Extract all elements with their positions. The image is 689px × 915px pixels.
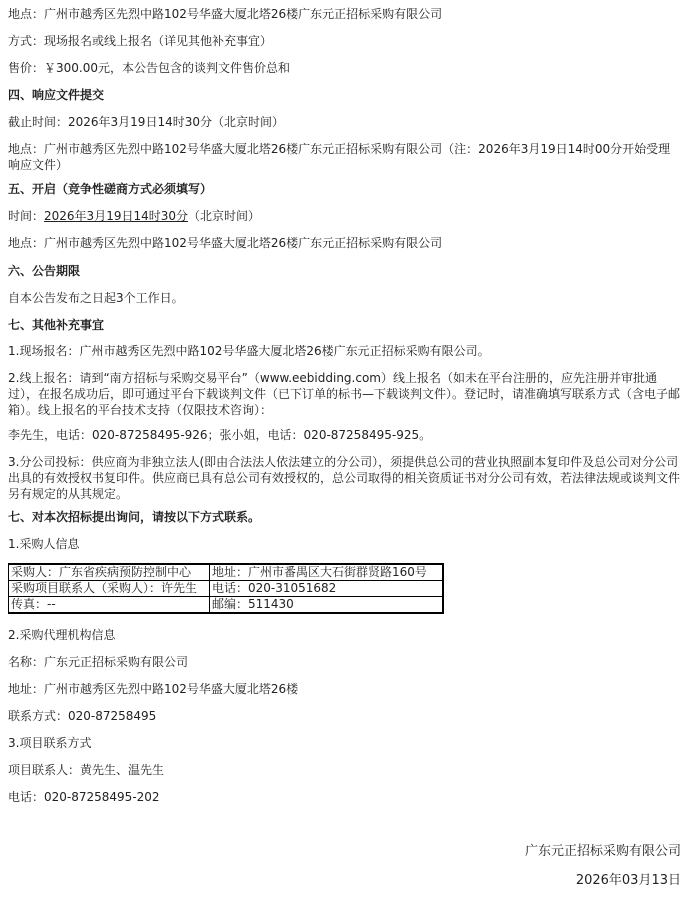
table-row (9, 581, 444, 597)
other-item-branch: 3.分公司投标：供应商为非独立法人(即由合法法人依法建立的分公司），须提供总公司的营业执照副本复印件及总公司对分公司出具的有效授权书复印件。供应商已具有总公司有效授权的，总公司取得的相关资质证书对分公司有效，若法律法规或谈判文件另有规定的从其规定。 (8, 455, 681, 501)
purchaser-contact-cell: 采购项目联系人（采购人）：许先生 (9, 581, 210, 597)
opening-time (8, 208, 681, 224)
agency-phone: 联系方式：020-87258495 (8, 709, 157, 723)
period-heading: 六、公告期限 (8, 264, 81, 278)
tech-support-contacts: 李先生，电话：020-87258495-926；张小姐，电话：020-87258495-925。 (8, 428, 432, 442)
project-contact-person: 项目联系人：黄先生、温先生 (8, 763, 165, 777)
contact-heading: 七、对本次招标提出询问，请按以下方式联系。 (8, 510, 261, 524)
purchaser-info-table (8, 563, 444, 614)
sale-price: 售价：￥300.00元，本公告包含的谈判文件售价总和 (8, 61, 290, 75)
purchaser-name-cell: 采购人：广东省疾病预防控制中心 (9, 564, 210, 581)
purchaser-address-cell: 地址：广州市番禺区大石街群贤路160号 (210, 564, 444, 581)
submission-heading: 四、响应文件提交 (8, 88, 105, 102)
agency-info-title: 2.采购代理机构信息 (8, 628, 116, 642)
purchaser-info-title: 1.采购人信息 (8, 537, 80, 551)
table-row (9, 597, 444, 614)
purchaser-fax-cell: 传真：-- (9, 597, 210, 614)
purchaser-postcode-cell: 邮编：511430 (210, 597, 444, 614)
project-contact-title: 3.项目联系方式 (8, 736, 92, 750)
opening-time-value: 2026年3月19日14时30分 (44, 209, 188, 223)
signature-date: 2026年03月13日 (575, 873, 681, 888)
sale-address: 地点：广州市越秀区先烈中路102号华盛大厦北塔26楼广东元正招标采购有限公司 (8, 7, 443, 21)
period-text: 自本公告发布之日起3个工作日。 (8, 291, 184, 305)
opening-heading: 五、开启（竞争性磋商方式必须填写） (8, 182, 213, 196)
submission-deadline: 截止时间：2026年3月19日14时30分（北京时间） (8, 115, 284, 129)
purchaser-phone-cell: 电话：020-31051682 (210, 581, 444, 597)
other-item-onsite: 1.现场报名：广州市越秀区先烈中路102号华盛大厦北塔26楼广东元正招标采购有限公司。 (8, 344, 490, 358)
opening-address: 地点：广州市越秀区先烈中路102号华盛大厦北塔26楼广东元正招标采购有限公司 (8, 236, 443, 250)
project-contact-phone: 电话：020-87258495-202 (8, 790, 160, 804)
submission-address: 地点：广州市越秀区先烈中路102号华盛大厦北塔26楼广东元正招标采购有限公司（注：2026年3月19日14时00分开始受理响应文件） (8, 142, 671, 172)
agency-name: 名称：广东元正招标采购有限公司 (8, 655, 189, 669)
other-heading: 七、其他补充事宜 (8, 318, 105, 332)
opening-time-suffix: （北京时间） (188, 209, 261, 223)
signature-company: 广东元正招标采购有限公司 (524, 844, 681, 859)
opening-time-label: 时间： (8, 209, 45, 223)
other-item-online: 2.线上报名：请到“南方招标与采购交易平台”（www.eebidding.com）线上报名（如未在平台注册的，应先注册并审批通过），在报名成功后，即可通过平台下载谈判文件（已下订单的标书—下载谈判文件）。登记时，请准确填写联系方式（含电子邮箱）。线上报名的平台技术支持（仅限技术咨询）： (8, 371, 681, 417)
agency-address: 地址：广州市越秀区先烈中路102号华盛大厦北塔26楼 (8, 682, 299, 696)
table-row (9, 564, 444, 581)
sale-method: 方式：现场报名或线上报名（详见其他补充事宜） (8, 34, 273, 48)
